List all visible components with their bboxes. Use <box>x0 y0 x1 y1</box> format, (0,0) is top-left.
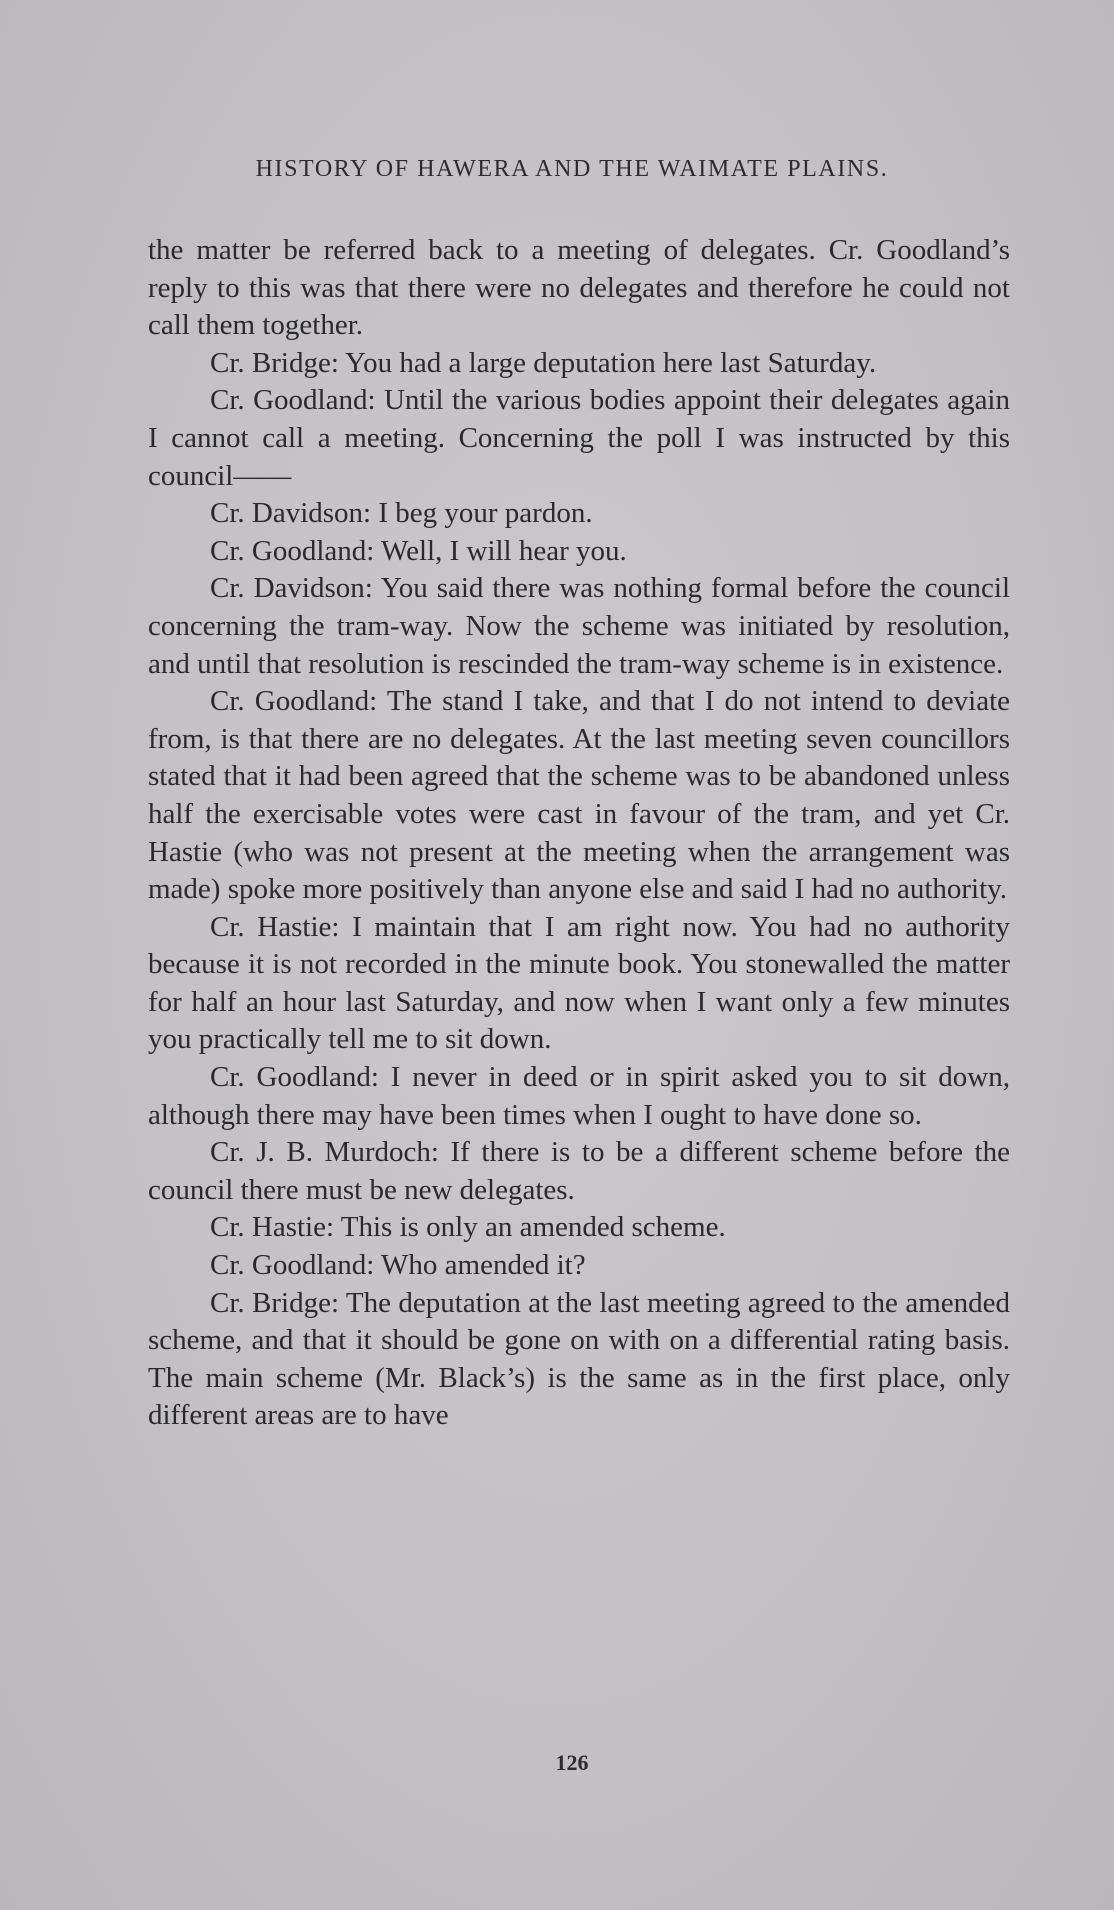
paragraph-bridge-deputation: Cr. Bridge: You had a large deputation here last Saturday. <box>210 346 877 379</box>
paragraph-goodland-stand: Cr. Goodland: The stand I take, and that I do not intend to deviate from, is that there are no delegates. At the last meeting seven councillors stated that it had been agreed that the scheme was to be abandoned unless half the exercisable votes were cast in favour of the tram, and yet Cr. Hastie (who was not present at the meeting when the arrangement was made) spoke more positively than anyone else and said I had no authority. <box>148 685 1010 906</box>
paragraph-murdoch-delegates: Cr. J. B. Murdoch: If there is to be a different scheme before the council there must be new delegates. <box>148 1136 1010 1206</box>
paragraph-goodland-hear: Cr. Goodland: Well, I will hear you. <box>210 534 627 567</box>
paragraph-goodland-who: Cr. Goodland: Who amended it? <box>210 1249 586 1282</box>
body-text <box>148 232 1010 1435</box>
paragraph-goodland-delegates: Cr. Goodland: Until the various bodies appoint their delegates again I cannot call a meeting. Concerning the poll I was instructed by this council—— <box>148 384 1010 492</box>
paragraph-goodland-sit-down: Cr. Goodland: I never in deed or in spirit asked you to sit down, although there may have been times when I ought to have done so. <box>148 1061 1010 1131</box>
paragraph-bridge-scheme: Cr. Bridge: The deputation at the last meeting agreed to the amended scheme, and that it should be gone on with on a differential rating basis. The main scheme (Mr. Black’s) is the same as in the first place, only different areas are to have <box>148 1286 1010 1432</box>
paragraph-hastie-authority: Cr. Hastie: I maintain that I am right now. You had no authority because it is not recorded in the minute book. You stonewalled the matter for half an hour last Saturday, and now when I want only a few minutes you practically tell me to sit down. <box>148 910 1010 1056</box>
page-number: 126 <box>555 1750 589 1775</box>
paragraph-continuation: the matter be referred back to a meeting of delegates. Cr. Goodland’s reply to this was that there were no delegates and therefore he could not call them together. <box>148 234 1010 342</box>
paragraph-davidson-pardon: Cr. Davidson: I beg your pardon. <box>210 497 593 530</box>
paragraph-davidson-resolution: Cr. Davidson: You said there was nothing formal before the council concerning the tram-way. Now the scheme was initiated by resolution, and until that resolution is rescinded the tram-way scheme is in existence. <box>148 572 1010 680</box>
paragraph-hastie-amended: Cr. Hastie: This is only an amended scheme. <box>210 1211 726 1244</box>
running-head: HISTORY OF HAWERA AND THE WAIMATE PLAINS. <box>255 156 889 182</box>
